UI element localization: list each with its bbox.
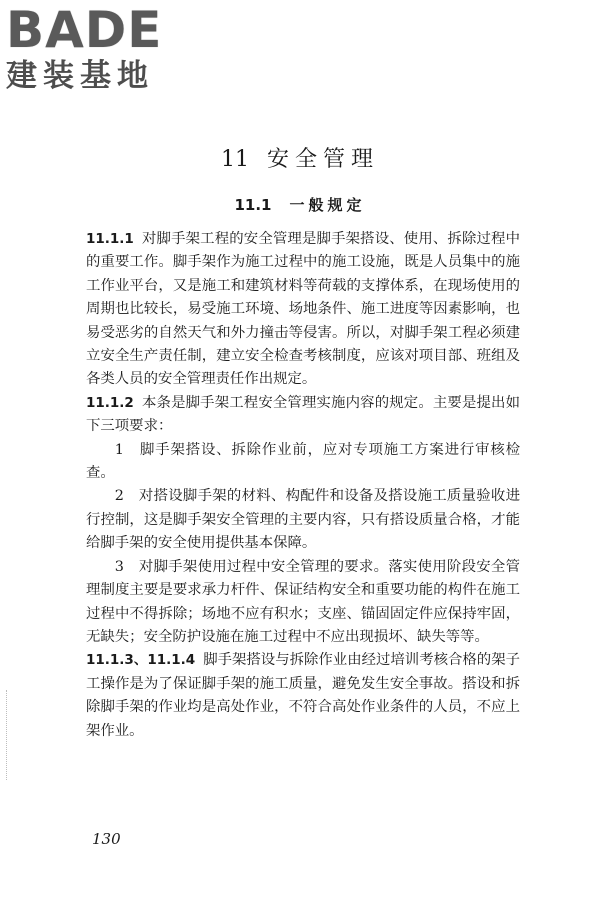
chapter-title [0,142,600,173]
chapter-number: 11 [220,147,249,172]
section-number: 11.1 [234,196,272,214]
section-title-text: 一般规定 [289,196,366,214]
clause-number: 11.1.1 [86,231,134,247]
clause-text: 对脚手架工程的安全管理是脚手架搭设、使用、拆除过程中的重要工作。脚手架作为施工过程中的施工设施，既是人员集中的施工作业平台，又是施工和建筑材料等荷载的支撑体系，在现场使用的周期也比较长，易受施工环境、场地条件、施工进度等因素影响，也易受恶劣的自然天气和外力撞击等侵害。所以，对脚手架工程必须建立安全生产责任制，建立安全检查考核制度，应该对项目部、班组及各类人员的安全管理责任作出规定。 [86,231,520,388]
body-content [86,228,520,743]
clause-number: 11.1.3、11.1.4 [86,652,196,669]
page-number: 130 [92,830,121,848]
list-item: 2 对搭设脚手架的材料、构配件和设备及搭设施工质量验收进行控制，这是脚手架安全管理的主要内容，只有搭设质量合格，才能给脚手架的安全使用提供基本保障。 [86,488,520,552]
clause-11-1-1 [86,228,520,392]
clause-text: 本条是脚手架工程安全管理实施内容的规定。主要是提出如下三项要求： [86,394,520,435]
logo-wordmark: BADE [6,1,163,59]
logo [6,1,181,94]
clause-text: 脚手架搭设与拆除作业由经过培训考核合格的架子工操作是为了保证脚手架的施工质量，避免发生安全事故。搭设和拆除脚手架的作业均是高处作业，不符合高处作业条件的人员，不应上架作业。 [86,652,520,739]
clause-11-1-3-4 [86,649,520,743]
clause-number: 11.1.2 [86,394,134,411]
clause-11-1-2 [86,392,520,439]
margin-divider [6,690,11,780]
section-title [0,194,600,215]
list-item: 1 脚手架搭设、拆除作业前，应对专项施工方案进行审核检查。 [86,441,520,482]
chapter-title-text: 安全管理 [266,147,379,172]
logo-subtitle: 建装基地 [6,58,154,94]
list-item: 3 对脚手架使用过程中安全管理的要求。落实使用阶段安全管理制度主要是要求承力杆件、保证结构安全和重要功能的构件在施工过程中不得拆除；场地不应有积水；支座、锚固固定件应保持牢固，无缺失；安全防护设施在施工过程中不应出现损坏、缺失等等。 [86,558,520,645]
